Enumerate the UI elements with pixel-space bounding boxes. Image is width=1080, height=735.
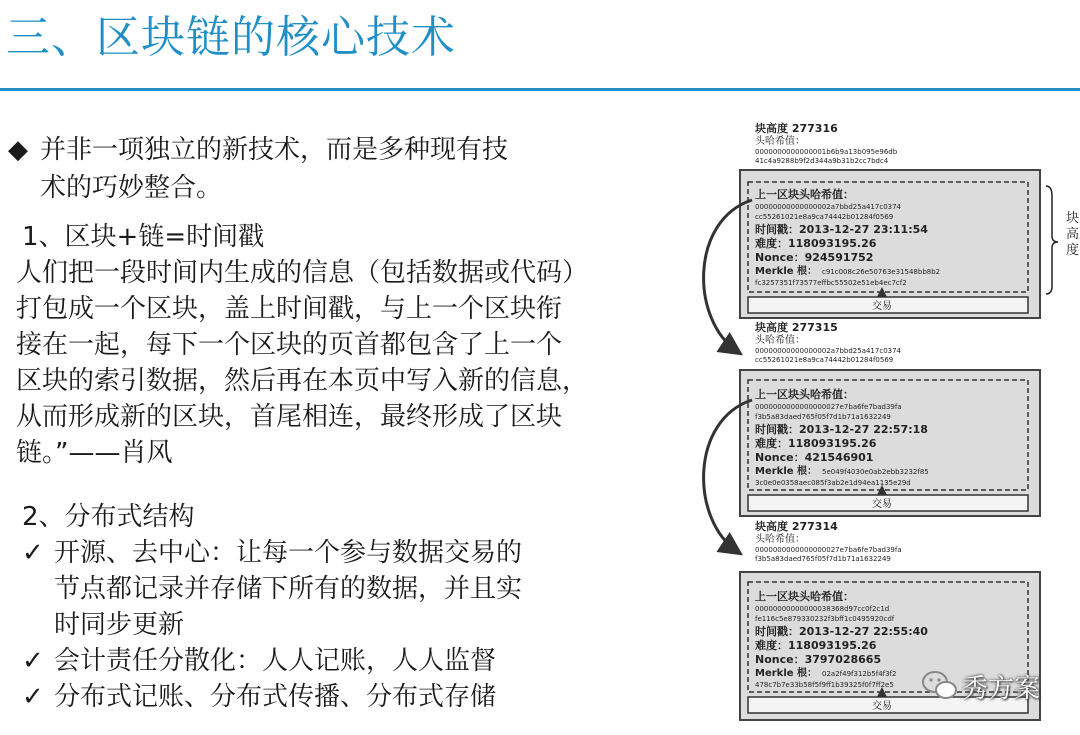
prev-hash-line: 0000000000000000027e7ba6fe7bad39fa: [755, 403, 902, 411]
prev-hash-line: fe116c5e879330232f3bff1c0495920cdf: [755, 615, 895, 623]
timestamp: 时间戳：2013-12-27 22:57:18: [755, 423, 928, 436]
transactions-label: 交易: [872, 499, 892, 510]
block-height-label: 块高度 277316: [755, 122, 838, 135]
section1-line-2: 打包成一个区块，盖上时间戳，与上一个区块衔: [16, 294, 563, 324]
transactions-label: 交易: [872, 301, 892, 312]
block-hash-label: 头哈希值：: [755, 534, 805, 545]
merkle-line: fc3257351f73577effbc55502e51eb4ec7cf2: [755, 279, 907, 287]
block-hash-label: 头哈希值：: [755, 335, 805, 346]
section1-line-4: 区块的索引数据，然后再在本页中写入新的信息，: [16, 366, 589, 396]
block-hash-line: 00000000000000002a7bbd25a417c0374: [755, 347, 902, 355]
height-brace-icon: [1046, 186, 1058, 294]
merkle-line: 478c7b7e33b58f5f9ff1b39325f0f7ff2e5: [755, 681, 894, 689]
watermark-text: 秀方案: [962, 674, 1041, 704]
check-icon: ✓: [22, 538, 44, 568]
nonce: Nonce：3797028665: [755, 653, 882, 666]
check-icon: ✓: [22, 682, 44, 712]
section1-heading: 1、区块+链=时间戳: [22, 222, 265, 252]
timestamp: 时间戳：2013-12-27 22:55:40: [755, 625, 928, 638]
merkle-line: 5e049f4030e0ab2ebb3232f85: [822, 468, 929, 476]
section1-line-5: 从而形成新的区块，首尾相连，最终形成了区块: [16, 402, 563, 432]
section2-item-1-line-2: 节点都记录并存储下所有的数据，并且实: [54, 574, 523, 604]
timestamp: 时间戳：2013-12-27 23:11:54: [755, 223, 928, 236]
block-hash-line: cc55261021e8a9ca74442b01284f0569: [755, 356, 894, 364]
nonce: Nonce：421546901: [755, 451, 874, 464]
intro-text-1: 并非一项独立的新技术，而是多种现有技: [40, 135, 509, 165]
block-hash-line: 0000000000000001b6b9a13b095e96db: [755, 148, 898, 156]
diamond-bullet-icon: ◆: [8, 135, 28, 165]
wechat-icon: [920, 668, 960, 704]
block-hash-label: 头哈希值：: [755, 136, 805, 147]
merkle-line: 02a2f49f312b5f4f3f2: [822, 670, 897, 678]
difficulty: 难度：118093195.26: [755, 237, 877, 250]
page-title: 三、区块链的核心技术: [6, 12, 456, 63]
section1-line-6: 链。”——肖风: [16, 438, 173, 468]
section2-item-1-line-1: 开源、去中心：让每一个参与数据交易的: [54, 538, 523, 568]
merkle-label: Merkle 根：: [755, 266, 818, 277]
prev-hash-line: 00000000000000038368d97cc0f2c1d: [755, 605, 890, 613]
prev-hash-label: 上一区块头哈希值：: [755, 590, 854, 603]
prev-hash-label: 上一区块头哈希值：: [755, 388, 854, 401]
section2-heading: 2、分布式结构: [22, 502, 195, 532]
block-277316: [740, 121, 1040, 318]
block-height-label: 块高度 277315: [755, 321, 838, 334]
block-hash-line: f3b5a83daed765f05f7d1b71a1632249: [755, 555, 891, 563]
block-height-label: 块高度 277314: [755, 520, 838, 533]
section2-item-2-line-1: 会计责任分散化：人人记账，人人监督: [54, 646, 497, 676]
merkle-line: 3c0e0e0358aec085f3ab2e1d94ea1135e29d: [755, 479, 911, 487]
nonce: Nonce：924591752: [755, 251, 874, 264]
prev-hash-line: f3b5a83daed765f05f7d1b71a1632249: [755, 413, 891, 421]
transactions-label: 交易: [872, 701, 892, 712]
block-hash-line: 0000000000000000027e7ba6fe7bad39fa: [755, 546, 902, 554]
difficulty: 难度：118093195.26: [755, 437, 877, 450]
section1-line-1: 人们把一段时间内生成的信息（包括数据或代码）: [16, 258, 589, 288]
prev-hash-label: 上一区块头哈希值：: [755, 188, 854, 201]
merkle-label: Merkle 根：: [755, 466, 818, 477]
prev-hash-line: cc55261021e8a9ca74442b01284f0569: [755, 213, 894, 221]
section1-line-3: 接在一起，每下一个区块的页首都包含了上一个: [16, 330, 563, 360]
block-hash-line: 41c4a9288b9f2d344a9b31b2cc7bdc4: [755, 157, 889, 165]
height-brace-label: 块高度: [1066, 211, 1080, 258]
difficulty: 难度：118093195.26: [755, 639, 877, 652]
prev-hash-line: 00000000000000002a7bbd25a417c0374: [755, 203, 902, 211]
merkle-label: Merkle 根：: [755, 668, 818, 679]
block-277315: [740, 320, 1040, 516]
section2-item-1-line-3: 时同步更新: [54, 610, 185, 640]
intro-line-2: 术的巧妙整合。: [40, 173, 223, 203]
merkle-line: c91c008c26e50763e31548bb8b2: [822, 268, 941, 276]
section2-item-3-line-1: 分布式记账、分布式传播、分布式存储: [54, 682, 497, 712]
check-icon: ✓: [22, 646, 44, 676]
